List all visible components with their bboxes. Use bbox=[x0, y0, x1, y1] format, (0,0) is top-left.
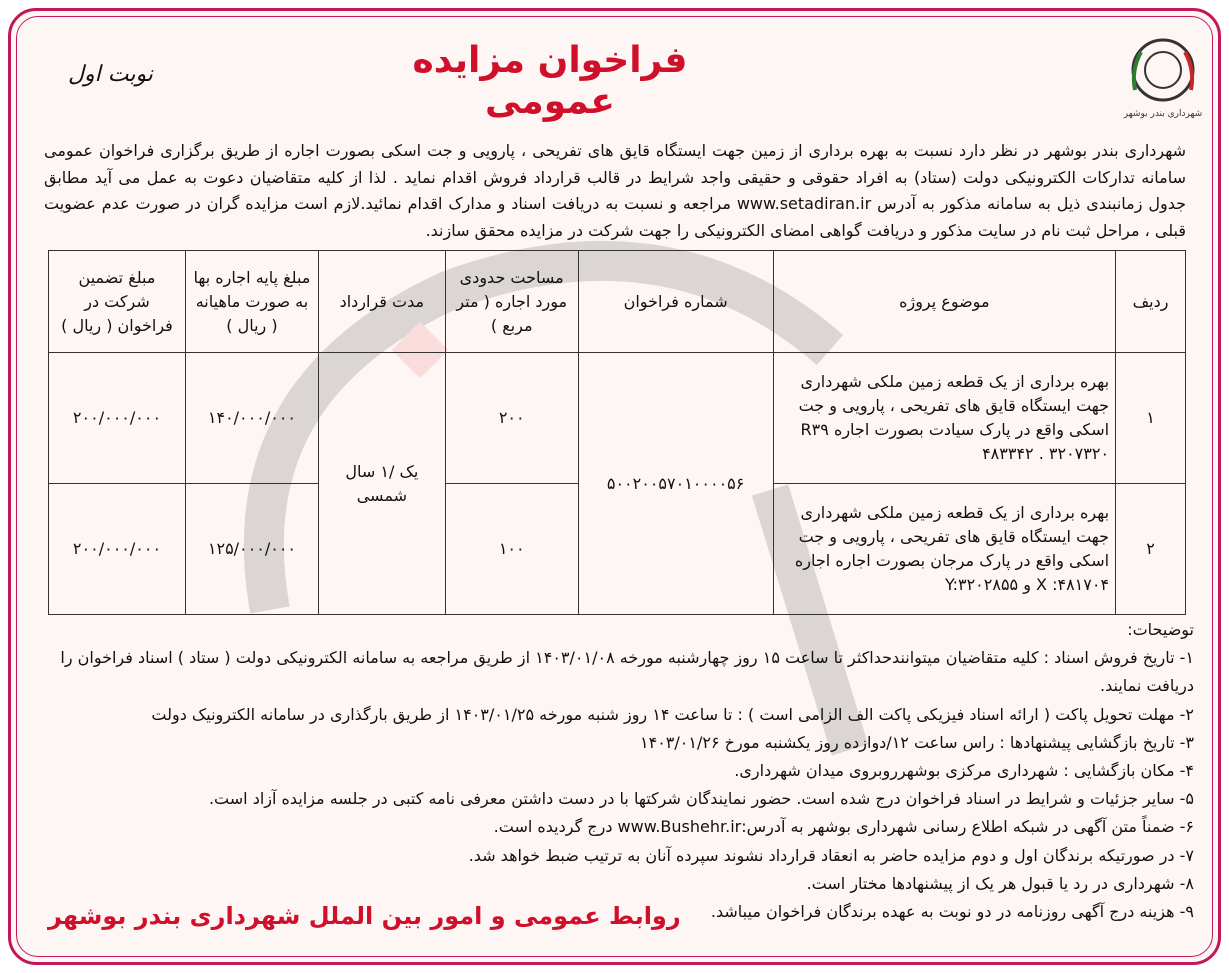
municipality-logo bbox=[1117, 30, 1209, 122]
svg-text:شهرداری بندر بوشهر: شهرداری بندر بوشهر bbox=[1123, 109, 1203, 119]
note-item: ۶- ضمناً متن آگهی در شبکه اطلاع رسانی شهرداری بوشهر به آدرس:www.Bushehr.ir درج گردیده است. bbox=[493, 817, 1194, 837]
col-header: موضوع پروژه bbox=[773, 251, 1116, 353]
project-subject: بهره برداری از یک قطعه زمین ملکی شهرداری جهت ایستگاه قایق های تفریحی ، پارویی و جت اسکی واقع در پارک سیادت بصورت اجاره R۳۹ ۴۸۳۳۴۲ . ۳۲۰۷۳۲۰ bbox=[773, 353, 1116, 484]
call-number: ۵۰۰۲۰۰۵۷۰۱۰۰۰۰۵۶ bbox=[578, 353, 773, 615]
col-header: مبلغ پایه اجاره بها به صورت ماهیانه ( ریال ) bbox=[185, 251, 318, 353]
guarantee-amount: ۲۰۰/۰۰۰/۰۰۰ bbox=[49, 484, 186, 615]
row-number: ۲ bbox=[1116, 484, 1186, 615]
note-item: ۸- شهرداری در رد یا قبول هر یک از پیشنهادها مختار است. bbox=[806, 873, 1194, 893]
contract-duration: یک /۱ سال شمسی bbox=[318, 353, 445, 615]
auction-table bbox=[48, 250, 1186, 615]
note-item: ۴- مکان بازگشایی : شهرداری مرکزی بوشهرروبروی میدان شهرداری. bbox=[734, 761, 1194, 781]
note-item: ۷- در صورتیکه برندگان اول و دوم مزایده حاضر به انعقاد قرارداد نشوند سپرده آنان به ترتیب ضبط خواهد شد. bbox=[468, 845, 1194, 865]
guarantee-amount: ۲۰۰/۰۰۰/۰۰۰ bbox=[49, 353, 186, 484]
notes-section bbox=[44, 616, 1194, 926]
note-item: ۳- تاریخ بازگشایی پیشنهادها : راس ساعت ۱۲/دوازده روز یکشنبه مورخ ۱۴۰۳/۰۱/۲۶ bbox=[640, 732, 1194, 752]
footer-signature: روابط عمومی و امور بین الملل شهرداری بندر بوشهر bbox=[48, 902, 681, 930]
intro-paragraph: شهرداری بندر بوشهر در نظر دارد نسبت به بهره برداری از زمین جهت ایستگاه قایق های تفریحی ، پارویی و جت اسکی بصورت اجاره از طریق برگزاری فراخوان عمومی سامانه تدارکات الکترونیکی دولت (ستاد) به افراد حقوقی و حقیقی واجد شرایط در قالب قرارداد فروش اقدام نماید . لذا از کلیه متقاضیان دعوت به عمل می آید مطابق جدول زمانبندی ذیل به سامانه مذکور به آدرس www.setadiran.ir مراجعه و نسبت به دریافت اسناد و مدارک اقدام نمائید.لازم است مزایده گران در صورت عدم عضویت قبلی ، مراحل ثبت نام در سایت مذکور و دریافت گواهی امضای الکترونیکی را جهت شرکت در مزایده محقق سازند. bbox=[44, 141, 1187, 240]
page-title: فراخوان مزایده عمومی bbox=[412, 40, 688, 122]
base-rent: ۱۲۵/۰۰۰/۰۰۰ bbox=[185, 484, 318, 615]
row-number: ۱ bbox=[1116, 353, 1186, 484]
base-rent: ۱۴۰/۰۰۰/۰۰۰ bbox=[185, 353, 318, 484]
project-subject: بهره برداری از یک قطعه زمین ملکی شهرداری جهت ایستگاه قایق های تفریحی ، پارویی و جت اسکی واقع در پارک مرجان بصورت اجاره اجاره X :۴۸۱۷۰۴ و Y:۳۲۰۲۸۵۵ bbox=[773, 484, 1116, 615]
table-row bbox=[49, 353, 1186, 484]
note-item: ۲- مهلت تحویل پاکت ( ارائه اسناد فیزیکی پاکت الف الزامی است ) : تا ساعت ۱۴ روز شنبه مورخه ۱۴۰۳/۰۱/۲۵ از طریق بارگذاری در سامانه الکترونیک دولت bbox=[151, 704, 1194, 724]
note-item: ۹- هزینه درج آگهی روزنامه در دو نوبت به عهده برندگان فراخوان میباشد. bbox=[710, 902, 1194, 922]
table-header-row bbox=[49, 251, 1186, 353]
col-header: مبلغ تضمین شرکت در فراخوان ( ریال ) bbox=[49, 251, 186, 353]
round-label: نوبت اول bbox=[68, 62, 153, 87]
col-header: مساحت حدودی مورد اجاره ( متر مربع ) bbox=[445, 251, 578, 353]
note-item: ۱- تاریخ فروش اسناد : کلیه متقاضیان میتوانندحداکثر تا ساعت ۱۵ روز چهارشنبه مورخه ۱۴۰۳/۰۱/۰۸ از طریق مراجعه به سامانه الکترونیکی دولت ( ستاد ) اسناد فراخوان را دریافت نمایند. bbox=[60, 648, 1194, 696]
note-item: ۵- سایر جزئیات و شرایط در اسناد فراخوان درج شده است. حضور نمایندگان شرکتها با در دست داشتن معرفی نامه کتبی در جلسه مزایده آزاد است. bbox=[208, 789, 1194, 809]
col-header: مدت قرارداد bbox=[318, 251, 445, 353]
col-header: ردیف bbox=[1116, 251, 1186, 353]
notes-title: توضیحات: bbox=[1127, 620, 1194, 639]
area: ۱۰۰ bbox=[445, 484, 578, 615]
area: ۲۰۰ bbox=[445, 353, 578, 484]
col-header: شماره فراخوان bbox=[578, 251, 773, 353]
